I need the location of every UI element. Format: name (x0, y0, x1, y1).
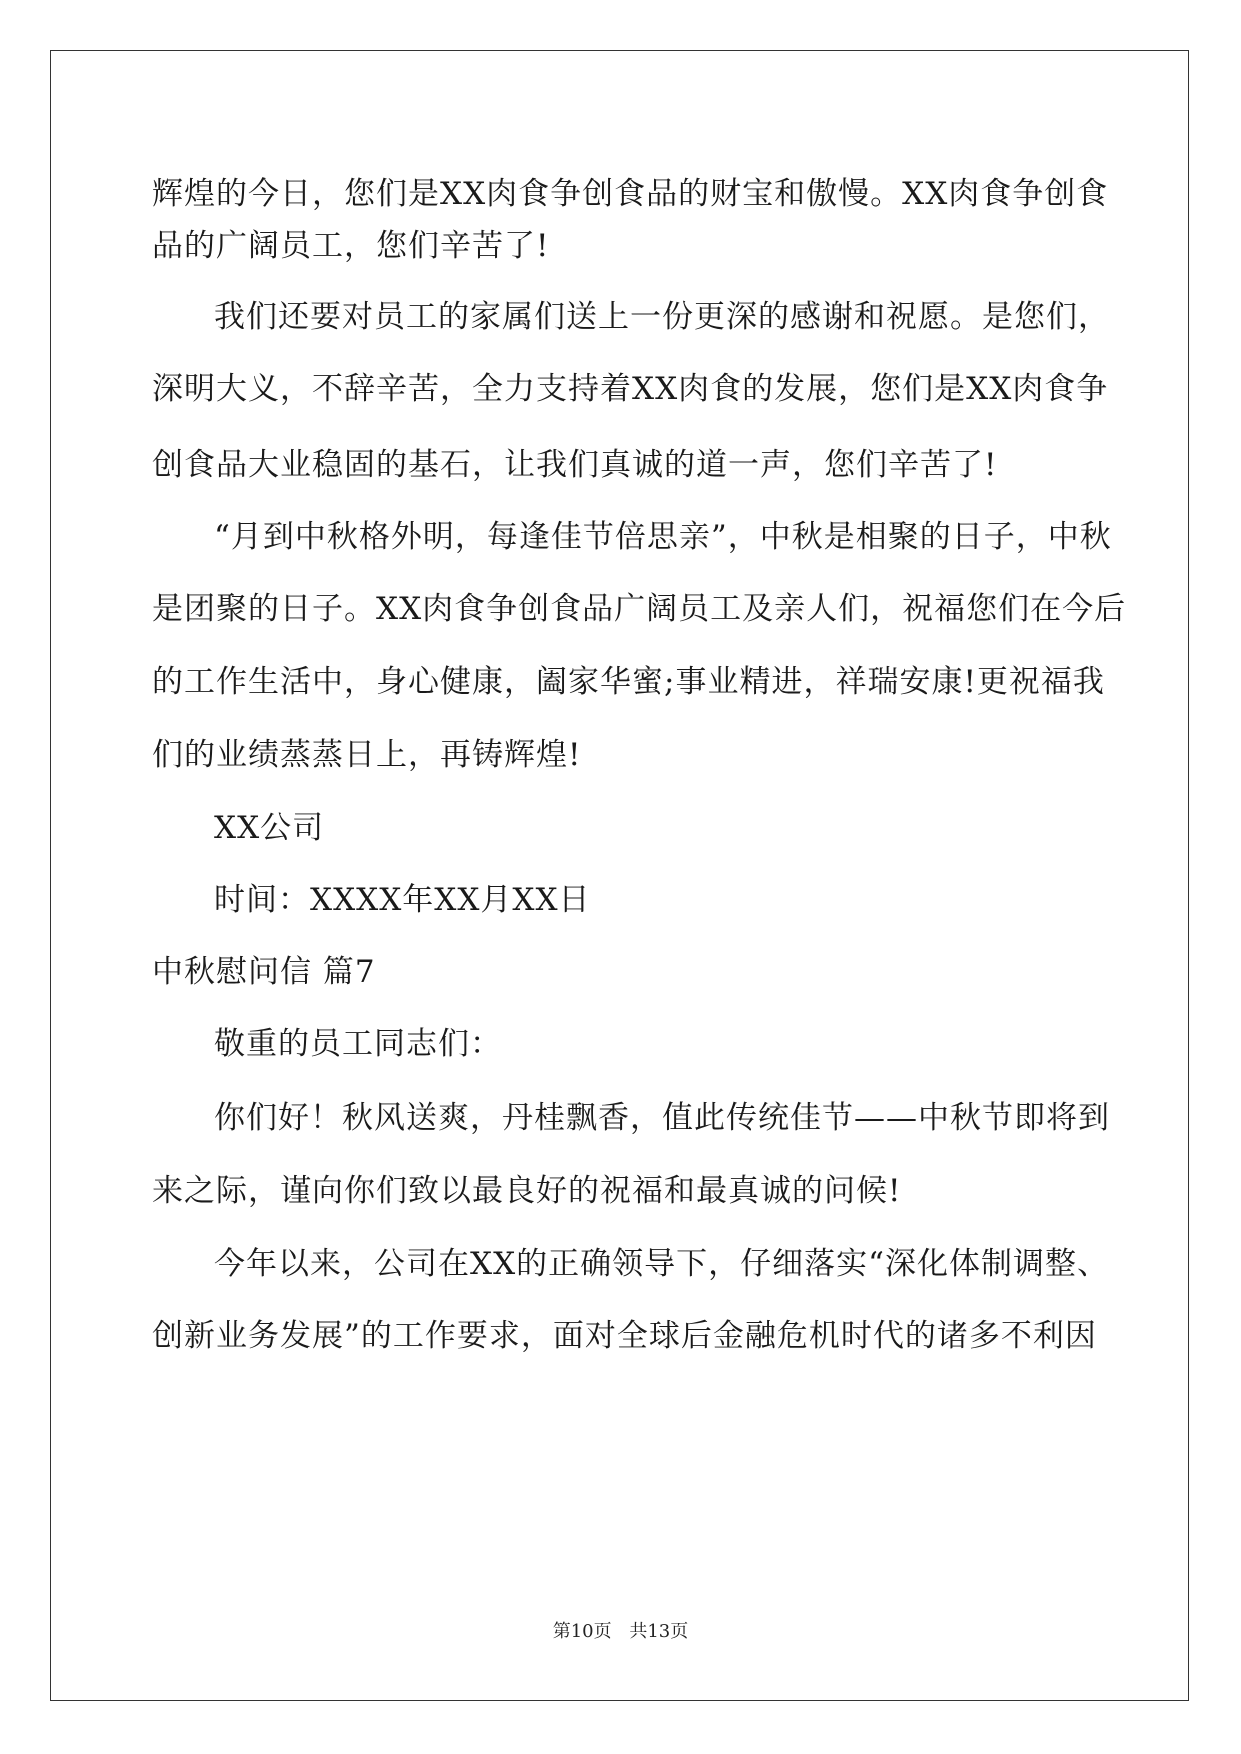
text-line: 创食品大业稳固的基石，让我们真诚的道一声，您们辛苦了! (152, 447, 998, 483)
paragraph-start: “月到中秋格外明，每逢佳节倍思亲”，中秋是相聚的日子，中秋 (214, 519, 1112, 555)
paragraph-start: 我们还要对员工的家属们送上一份更深的感谢和祝愿。是您们， (214, 299, 1110, 335)
signature-company: XX公司 (214, 810, 325, 846)
text-line: 是团聚的日子。XX肉食争创食品广阔员工及亲人们，祝福您们在今后 (152, 591, 1127, 627)
text-line: 辉煌的今日，您们是XX肉食争创食品的财宝和傲慢。XX肉食争创食 (152, 176, 1109, 212)
text-line: 创新业务发展”的工作要求，面对全球后金融危机时代的诸多不利因 (152, 1318, 1097, 1354)
text-line: 品的广阔员工，您们辛苦了! (152, 228, 550, 264)
paragraph-start: 今年以来，公司在XX的正确领导下，仔细落实“深化体制调整、 (214, 1246, 1109, 1282)
page-footer (0, 1620, 1241, 1644)
page-number: 第10页 (552, 1621, 612, 1642)
text-line: 的工作生活中，身心健康，阖家华蜜;事业精进，祥瑞安康!更祝福我 (152, 664, 1105, 700)
text-line: 深明大义，不辞辛苦，全力支持着XX肉食的发展，您们是XX肉食争 (152, 371, 1109, 407)
text-line: 们的业绩蒸蒸日上，再铸辉煌! (152, 737, 582, 773)
salutation: 敬重的员工同志们： (214, 1026, 502, 1062)
text-line: 来之际，谨向你们致以最良好的祝福和最真诚的问候! (152, 1173, 902, 1209)
signature-date: 时间：XXXX年XX月XX日 (214, 882, 591, 918)
paragraph-start: 你们好！秋风送爽，丹桂飘香，值此传统佳节——中秋节即将到 (214, 1100, 1110, 1136)
page-total: 共13页 (629, 1621, 689, 1642)
section-heading: 中秋慰问信 篇7 (152, 954, 376, 990)
